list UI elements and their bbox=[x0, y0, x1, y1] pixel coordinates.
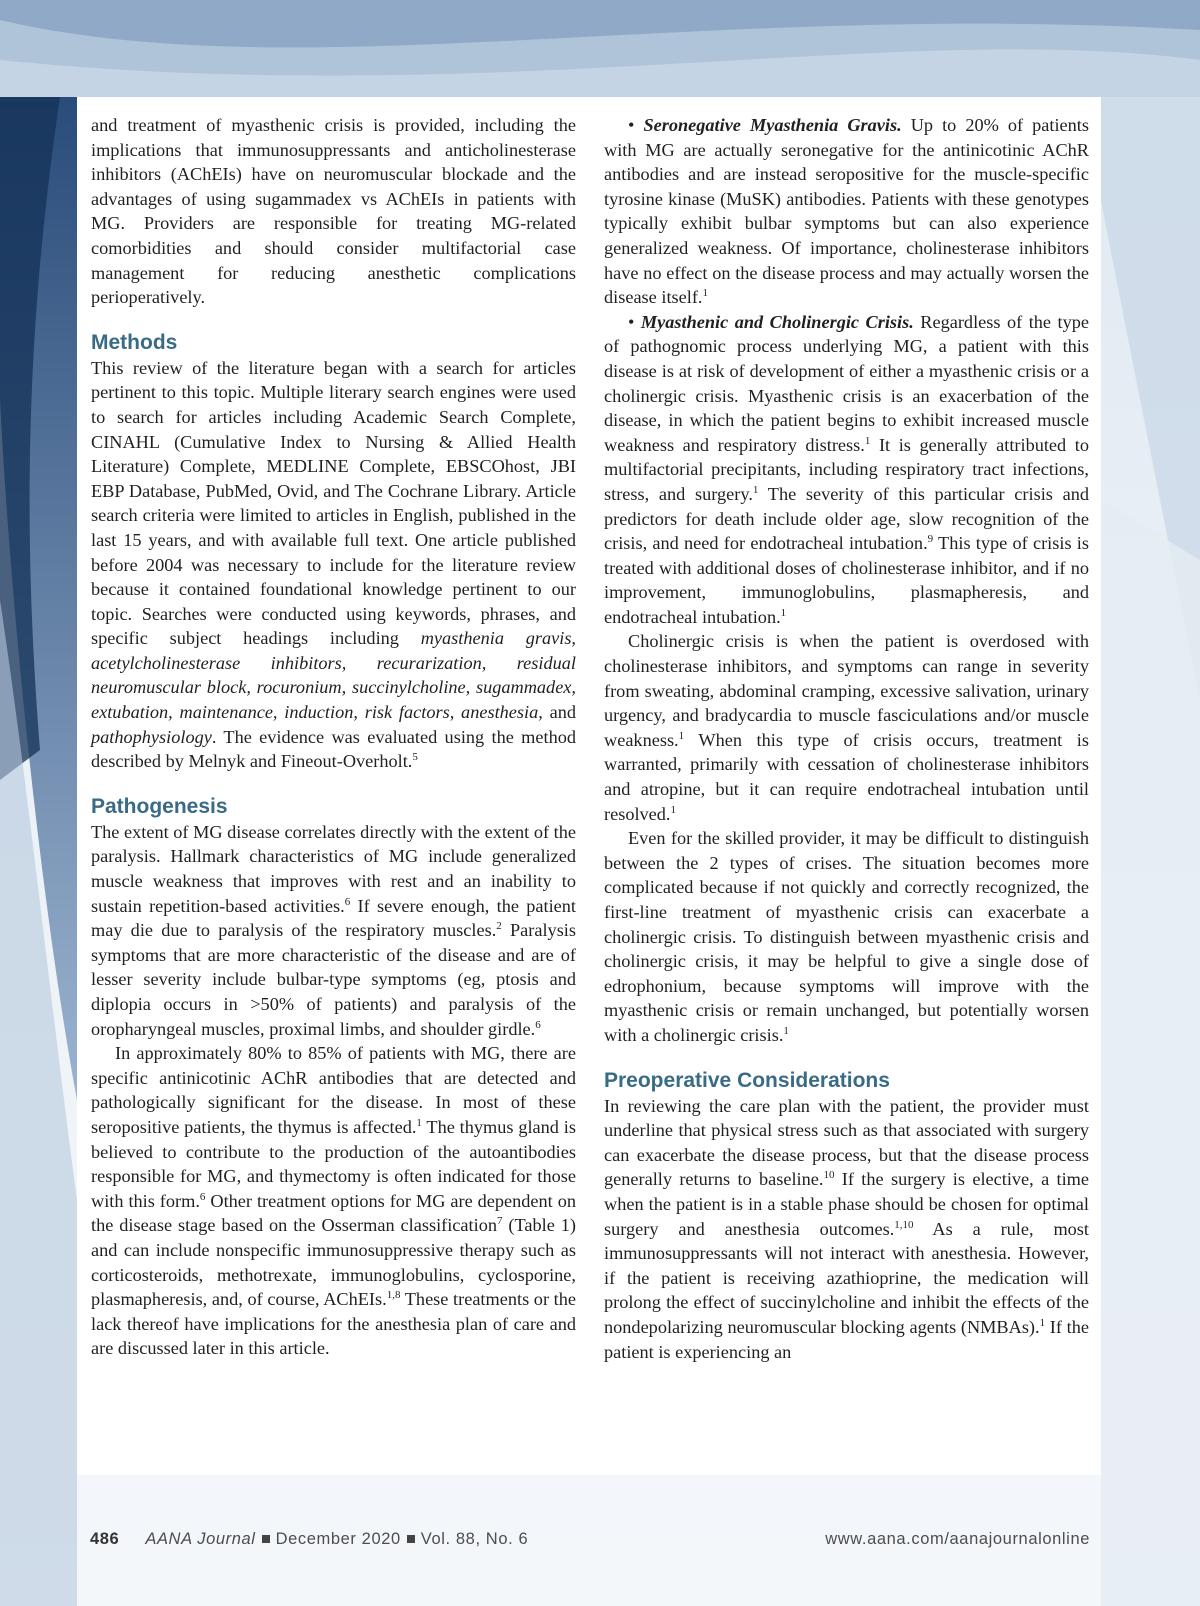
citation-ref: 1,10 bbox=[894, 1218, 914, 1231]
seronegative-label: Seronegative Myasthenia Gravis. bbox=[643, 115, 902, 135]
citation-ref: 6 bbox=[535, 1018, 541, 1031]
right-column bbox=[604, 113, 1089, 1364]
citation-ref: 6 bbox=[199, 1190, 206, 1203]
crisis-text: The severity of this particular crisis and predictors for death include older age, slow recognition of the crisis, and need for endotracheal intubation. bbox=[604, 483, 1089, 554]
methods-text-end: . The evidence was evaluated using the method described by Melnyk and Fineout-Overholt. bbox=[91, 726, 576, 772]
methods-keywords: myasthenia gravis, acetylcholinesterase inhibitors, recurarization, residual neuromuscular block, rocuronium, succinylcholine, sugammadex, extubation, maintenance, induction, risk factors, anesthesia, bbox=[91, 628, 576, 723]
pathogenesis-text: These treatments or the lack thereof have implications for the anesthesia plan of care and are discussed later in this article. bbox=[91, 1289, 577, 1359]
cholinergic-text: Cholinergic crisis is when the patient is overdosed with cholinesterase inhibitors, and symptoms can range in severity from sweating, abdominal cramping, excessive salivation, urinary urgency, and bradycardia to muscle fasciculations and/or muscle weakness. bbox=[604, 631, 1089, 750]
methods-paragraph bbox=[91, 356, 576, 774]
pathogenesis-text: The extent of MG disease correlates directly with the extent of the paralysis. Hallmark characteristics of MG include generalized muscle weakness that improves with rest and an inability to sustain repetition-based activities. bbox=[91, 821, 576, 916]
citation-ref: 1 bbox=[416, 1116, 422, 1129]
methods-pathophysiology: pathophysiology bbox=[91, 726, 212, 747]
citation-ref: 1 bbox=[1039, 1316, 1046, 1329]
page-number: 486 bbox=[90, 1530, 120, 1548]
citation-ref: 1,8 bbox=[386, 1289, 401, 1302]
pathogenesis-paragraph-1 bbox=[91, 820, 576, 1041]
methods-heading: Methods bbox=[91, 330, 178, 354]
pathogenesis-text: The thymus gland is believed to contribute to the production of the autoantibodies responsible for MG, and thymectomy is often indicated for those with this form. bbox=[91, 1116, 576, 1211]
citation-ref: 1 bbox=[670, 803, 677, 816]
citation-ref: 1 bbox=[702, 287, 708, 300]
pathogenesis-heading: Pathogenesis bbox=[91, 794, 228, 818]
preop-text: In reviewing the care plan with the patient, the provider must underline that physical stress such as that associated with surgery can exacerbate the disease process, but that the disease process generally returns to baseline. bbox=[604, 1095, 1089, 1190]
crisis-text: It is generally attributed to multifactorial precipitants, including respiratory tract infections, stress, and surgery. bbox=[604, 434, 1090, 504]
citation-ref: 5 bbox=[412, 751, 418, 764]
journal-url-link[interactable]: www.aana.com/aanajournalonline bbox=[825, 1530, 1090, 1548]
citation-ref: 1 bbox=[780, 606, 787, 619]
citation-ref: 7 bbox=[496, 1215, 503, 1228]
pathogenesis-text: Other treatment options for MG are dependent on the disease stage based on the Osserman classification bbox=[91, 1190, 576, 1236]
article-text-panel bbox=[77, 97, 1101, 1475]
issue-date: December 2020 bbox=[275, 1530, 401, 1548]
preop-text: If the surgery is elective, a time when the patient is in a stable phase should be chosen for optimal surgery and anesthesia outcomes. bbox=[604, 1169, 1090, 1239]
bullet-icon: • bbox=[628, 311, 635, 332]
preop-text: If the patient is experiencing an bbox=[604, 1316, 1089, 1362]
citation-ref: 1 bbox=[783, 1024, 789, 1037]
citation-ref: 2 bbox=[496, 920, 502, 933]
crisis-bullet-paragraph bbox=[604, 310, 1089, 630]
pathogenesis-paragraph-2 bbox=[91, 1041, 576, 1361]
cholinergic-paragraph bbox=[604, 629, 1089, 826]
separator-square-icon bbox=[407, 1535, 415, 1543]
journal-name: AANA Journal bbox=[145, 1530, 256, 1548]
pathogenesis-text: (Table 1) and can include nonspecific immunosuppressive therapy such as corticosteroids, methotrexate, immunoglobulins, cyclosporine, plasmapheresis, and, of course, AChEIs. bbox=[91, 1215, 576, 1310]
pathogenesis-text: Paralysis symptoms that are more characteristic of the disease and are of lesser severity include bulbar-type symptoms (eg, ptosis and diplopia occurs in >50% of patients) and paralysis of the oropharyngeal muscles, proximal limbs, and shoulder girdle. bbox=[91, 920, 576, 1039]
citation-ref: 10 bbox=[823, 1169, 835, 1182]
citation-ref: 9 bbox=[927, 533, 934, 545]
cholinergic-text: When this type of crisis occurs, treatment is warranted, primarily with cessation of cholinesterase inhibitors and atropine, but it can require endotracheal intubation until resolved. bbox=[604, 729, 1089, 824]
preop-text: As a rule, most immunosuppressants will not interact with anesthesia. However, if the patient is receiving azathioprine, the medication will prolong the effect of succinylcholine and inhibit the effects of the nondepolarizing neuromuscular blocking agents (NMBAs). bbox=[604, 1218, 1089, 1337]
citation-ref: 1 bbox=[678, 729, 685, 742]
seronegative-text: Up to 20% of patients with MG are actually seronegative for the antinicotinic AChR antibodies and are instead seropositive for the muscle-specific tyrosine kinase (MuSK) antibodies. Patients with these genotypes typically exhibit bulbar symptoms but can also experience generalized weakness. Of importance, cholinesterase inhibitors have no effect on the disease process and may actually worsen the disease itself. bbox=[604, 115, 1089, 308]
preoperative-paragraph bbox=[604, 1094, 1089, 1365]
page-footer bbox=[90, 1530, 1090, 1552]
bullet-icon: • bbox=[628, 115, 635, 135]
pathogenesis-text: In approximately 80% to 85% of patients with MG, there are specific antinicotinic AChR antibodies that are detected and pathologically significant for the disease. In most of these seropositive patients, the thymus is affected. bbox=[91, 1043, 576, 1137]
crisis-text: This type of crisis is treated with additional doses of cholinesterase inhibitor, and if no improvement, immunoglobulins, plasmapheresis, and endotracheal intubation. bbox=[604, 533, 1089, 627]
citation-ref: 1 bbox=[864, 434, 871, 447]
methods-text: This review of the literature began with a search for articles pertinent to this topic. Multiple literary search engines were used to search for articles including Academic Search Complete, CINAHL (Cumulative Index to Nursing & Allied Health Literature) Complete, MEDLINE Complete, EBSCOhost, JBI EBP Database, PubMed, Ovid, and The Cochrane Library. Article search criteria were limited to articles in English, published in the last 15 years, and with available full text. One article published before 2004 was necessary to include for the literature review because it contained foundational knowledge pertinent to our topic. Searches were conducted using keywords, phrases, and specific subject headings including bbox=[91, 357, 576, 649]
distinguish-text: Even for the skilled provider, it may be difficult to distinguish between the 2 types of crises. The situation becomes more complicated because if not quickly and correctly recognized, the first-line treatment of myasthenic crisis can exacerbate a cholinergic crisis. To distinguish between myasthenic crisis and cholinergic crisis, it may be helpful to give a single dose of edrophonium, because symptoms will improve with the myasthenic crisis or remain unchanged, but potentially worsen with a cholinergic crisis. bbox=[604, 828, 1089, 1045]
methods-and: and bbox=[542, 702, 576, 723]
citation-ref: 1 bbox=[752, 483, 759, 496]
crisis-label: Myasthenic and Cholinergic Crisis. bbox=[640, 311, 914, 332]
volume-info: Vol. 88, No. 6 bbox=[420, 1530, 529, 1548]
preoperative-heading: Preoperative Considerations bbox=[604, 1068, 890, 1092]
left-column bbox=[91, 113, 576, 1361]
seronegative-bullet-paragraph bbox=[604, 113, 1089, 310]
separator-square-icon bbox=[262, 1535, 270, 1543]
pathogenesis-text: If severe enough, the patient may die due to paralysis of the respiratory muscles. bbox=[91, 895, 576, 941]
intro-paragraph: and treatment of myasthenic crisis is provided, including the implications that immunosuppressants and anticholinesterase inhibitors (AChEIs) have on neuromuscular blockade and the advantages of using sugammadex vs AChEIs in patients with MG. Providers are responsible for treating MG-related comorbidities and should consider multifactorial case management for reducing anesthetic complications perioperatively. bbox=[91, 115, 576, 308]
crisis-text: Regardless of the type of pathognomic process underlying MG, a patient with this disease is at risk of development of either a myasthenic crisis or a cholinergic crisis. Myasthenic crisis is an exacerbation of the disease, in which the patient begins to exhibit increased muscle weakness and respiratory distress. bbox=[604, 311, 1089, 455]
citation-ref: 6 bbox=[344, 895, 351, 908]
distinguish-paragraph bbox=[604, 826, 1089, 1047]
